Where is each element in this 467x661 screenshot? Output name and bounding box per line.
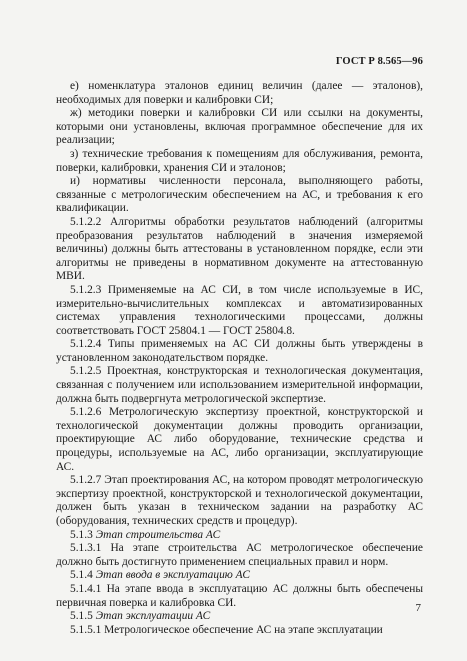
page-number: 7 <box>415 602 421 614</box>
document-body <box>56 80 423 637</box>
paragraph-5-1-2-4: 5.1.2.4 Типы применяемых на АС СИ должны быть утверждены в установленном законодательством порядке. <box>56 338 423 364</box>
section-number: 5.1.5 <box>70 610 93 623</box>
paragraph-5-1-2-7: 5.1.2.7 Этап проектирования АС, на котором проводят метрологическую экспертизу проектной, конструкторской и технологической документации, должен быть указан в техническом задании на разработку АС (оборудования, технических средств и процедур). <box>56 474 423 527</box>
paragraph-item-e: е) номенклатура эталонов единиц величин (далее — эталонов), необходимых для поверки и калибровки СИ; <box>56 80 423 106</box>
section-heading-5-1-4 <box>56 569 423 583</box>
paragraph-5-1-2-5: 5.1.2.5 Проектная, конструкторская и технологическая документация, связанная с получением или использованием измерительной информации, должна быть подвергнута метрологической экспертизе. <box>56 365 423 405</box>
document-header: ГОСТ Р 8.565—96 <box>335 56 423 67</box>
section-number: 5.1.4 <box>70 569 93 582</box>
section-number: 5.1.3 <box>70 528 93 541</box>
section-title: Этап эксплуатации АС <box>95 610 211 623</box>
paragraph-5-1-4-1: 5.1.4.1 На этапе ввода в эксплуатацию АС должны быть обеспечены первичная поверка и калибровка СИ. <box>56 582 423 609</box>
paragraph-item-i: и) нормативы численности персонала, выполняющего работы, связанные с метрологическим обеспечением на АС, и требования к его квалификации. <box>56 175 423 215</box>
paragraph-5-1-2-2: 5.1.2.2 Алгоритмы обработки результатов наблюдений (алгоритмы преобразования результатов наблюдений в значения измеряемой величины) должны быть аттестованы в установленном порядке, если эти алгоритмы не приведены в нормативном документе на аттестованную МВИ. <box>56 215 423 283</box>
section-heading-5-1-3 <box>56 529 423 543</box>
paragraph-5-1-2-6: 5.1.2.6 Метрологическую экспертизу проектной, конструкторской и технологической документации должны проводить организации, проектирующие АС либо оборудование, технические средства и процедуры, используемые на АС, либо организации, эксплуатирующие АС. <box>56 406 423 473</box>
section-heading-5-1-5 <box>56 610 423 624</box>
section-title: Этап ввода в эксплуатацию АС <box>95 569 250 582</box>
paragraph-5-1-3-1: 5.1.3.1 На этапе строительства АС метрологическое обеспечение должно быть достигнуто применением специальных правил и норм. <box>56 542 423 568</box>
paragraph-5-1-5-1: 5.1.5.1 Метрологическое обеспечение АС на этапе эксплуатации <box>70 623 383 636</box>
section-title: Этап строительства АС <box>95 528 221 541</box>
paragraph-item-zh: ж) методики поверки и калибровки СИ или ссылки на документы, которыми они установлены, включая программное обеспечение для их реализации; <box>56 107 423 147</box>
paragraph-5-1-2-3: 5.1.2.3 Применяемые на АС СИ, в том числе используемые в ИС, измерительно-вычислительных комплексах и автоматизированных системах управления технологическими процессами, должны соответствовать ГОСТ 25804.1 — ГОСТ 25804.8. <box>56 283 423 337</box>
paragraph-item-z: з) технические требования к помещениям для обслуживания, ремонта, поверки, калибровки, хранения СИ и эталонов; <box>56 147 423 174</box>
